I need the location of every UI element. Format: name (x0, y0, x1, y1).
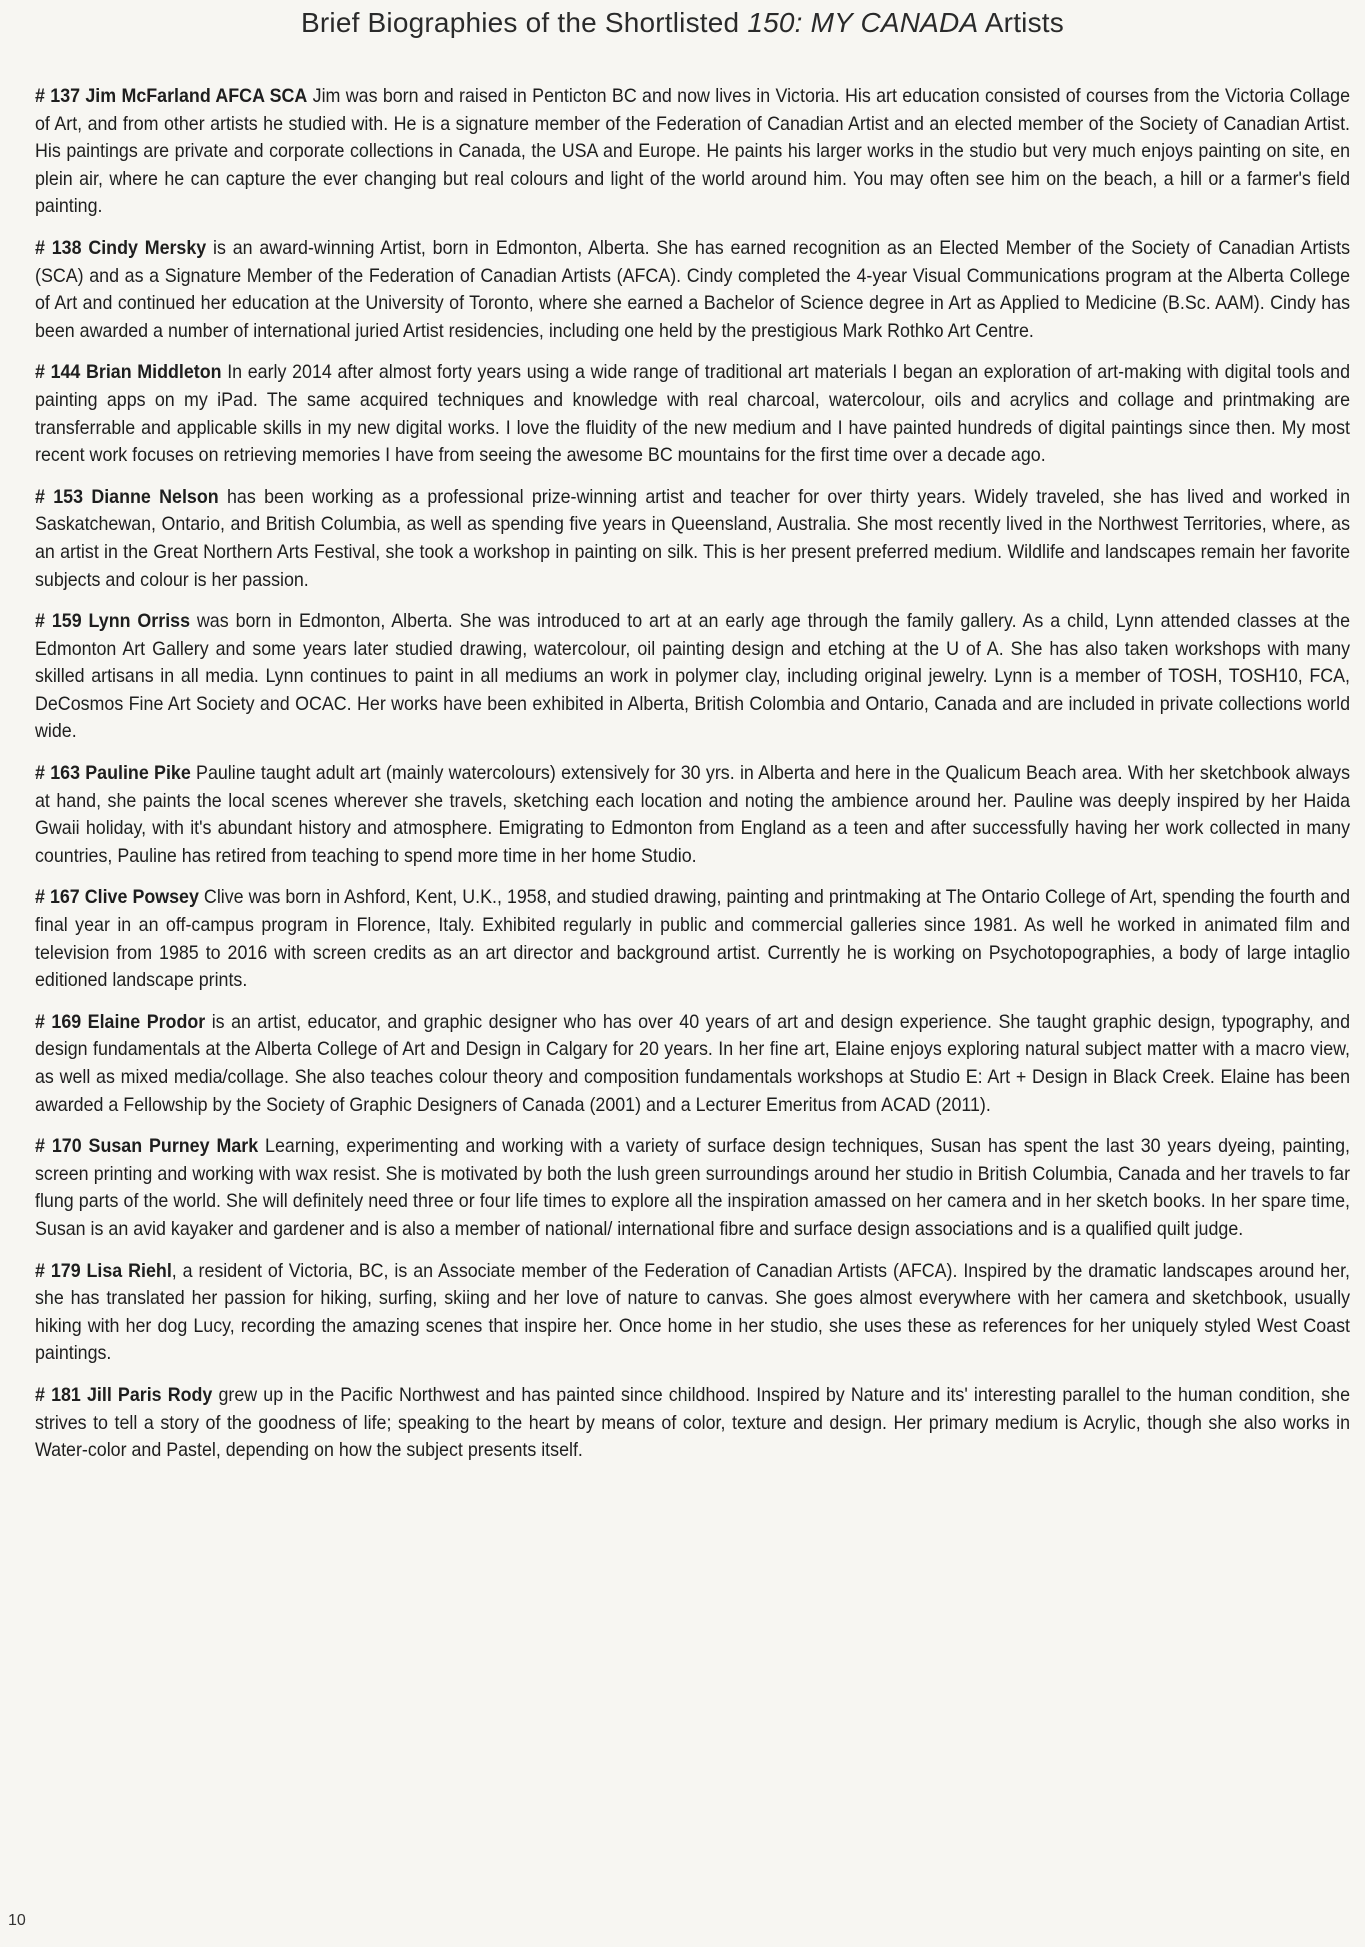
bio-text: Pauline taught adult art (mainly watercolours) extensively for 30 yrs. in Alberta and here in the Qualicum Beach area. With her sketchbook always at hand, she paints the local scenes wherever she travels, sketching each location and noting the ambience around her. Pauline was deeply inspired by her Haida Gwaii holiday, with it's abundant history and atmosphere. Emigrating to Edmonton from England as a teen and after successfully having her work collected in many countries, Pauline has retired from teaching to spend more time in her home Studio. (35, 763, 1351, 867)
bio-text: was born in Edmonton, Alberta. She was introduced to art at an early age through the family gallery. As a child, Lynn attended classes at the Edmonton Art Gallery and some years later studied drawing, watercolour, oil painting design and etching at the U of A. She has also taken workshops with many skilled artisans in all media. Lynn continues to paint in all mediums an work in polymer clay, including original jewelry. Lynn is a member of TOSH, TOSH10, FCA, DeCosmos Fine Art Society and OCAC. Her works have been exhibited in Alberta, British Colombia and Ontario, Canada and are included in private collections world wide. (35, 611, 1351, 743)
bio-entry-163 (35, 760, 1350, 870)
bio-text: Jim was born and raised in Penticton BC and now lives in Victoria. His art education consisted of courses from the Victoria Collage of Art, and from other artists he studied with. He is a signature member of the Federation of Canadian Artist and an elected member of the Society of Canadian Artist. His paintings are private and corporate collections in Canada, the USA and Europe. He paints his larger works in the studio but very much enjoys painting on site, en plein air, where he can capture the ever changing but real colours and light of the world around him. You may often see him on the beach, a hill or a farmer's field painting. (35, 86, 1351, 218)
bio-text: is an award-winning Artist, born in Edmonton, Alberta. She has earned recognition as an Elected Member of the Society of Canadian Artists (SCA) and as a Signature Member of the Federation of Canadian Artists (AFCA). Cindy completed the 4-year Visual Communications program at the Alberta College of Art and continued her education at the University of Toronto, where she earned a Bachelor of Science degree in Art as Applied to Medicine (B.Sc. AAM). Cindy has been awarded a number of international juried Artist residencies, including one held by the prestigious Mark Rothko Art Centre. (35, 237, 1351, 342)
bio-artist-name: # 153 Dianne Nelson (35, 486, 219, 508)
bio-artist-name: # 179 Lisa Riehl (35, 1260, 172, 1282)
bio-artist-name: # 138 Cindy Mersky (35, 237, 207, 259)
bio-entry-137 (35, 83, 1350, 221)
bio-text: is an artist, educator, and graphic designer who has over 40 years of art and design experience. She taught graphic design, typography, and design fundamentals at the Alberta College of Art and Design in Calgary for 20 years. In her fine art, Elaine enjoys exploring natural subject matter with a macro view, as well as mixed media/collage. She also teaches colour theory and composition fundamentals workshops at Studio E: Art + Design in Black Creek. Elaine has been awarded a Fellowship by the Society of Graphic Designers of Canada (2001) and a Lecturer Emeritus from ACAD (2011). (35, 1011, 1351, 1116)
bio-text: Learning, experimenting and working with a variety of surface design techniques, Susan has spent the last 30 years dyeing, painting, screen printing and working with wax resist. She is motivated by both the lush green surroundings around her studio in British Columbia, Canada and her travels to far flung parts of the world. She will definitely need three or four life times to explore all the inspiration amassed on her camera and in her sketch books. In her spare time, Susan is an avid kayaker and gardener and is also a member of national/ international fibre and surface design associations and is a qualified quilt judge. (35, 1136, 1351, 1240)
bio-artist-name: # 137 Jim McFarland AFCA SCA (35, 86, 308, 107)
bio-text: grew up in the Pacific Northwest and has painted since childhood. Inspired by Nature and its' interesting parallel to the human condition, she strives to tell a story of the goodness of life; speaking to the heart by means of color, texture and design. Her primary medium is Acrylic, though she also works in Water-color and Pastel, depending on how the subject presents itself. (35, 1384, 1351, 1462)
bio-artist-name: # 170 Susan Purney Mark (35, 1136, 259, 1158)
page-number: 10 (8, 1912, 26, 1929)
bio-entry-169 (35, 1009, 1350, 1119)
title-exhibition-name: 150: MY CANADA (747, 7, 979, 38)
biography-list (35, 83, 1350, 1479)
bio-entry-167 (35, 884, 1350, 994)
bio-entry-181 (35, 1382, 1350, 1465)
bio-entry-170 (35, 1133, 1350, 1243)
bio-entry-153 (35, 484, 1350, 594)
page-title (0, 7, 1365, 39)
bio-artist-name: # 181 Jill Paris Rody (35, 1384, 213, 1406)
bio-artist-name: # 169 Elaine Prodor (35, 1011, 206, 1033)
bio-artist-name: # 144 Brian Middleton (35, 362, 222, 384)
bio-entry-179 (35, 1258, 1350, 1368)
bio-text: has been working as a professional prize-winning artist and teacher for over thirty years. Widely traveled, she has lived and worked in Saskatchewan, Ontario, and British Columbia, as well as spending five years in Queensland, Australia. She most recently lived in the Northwest Territories, where, as an artist in the Great Northern Arts Festival, she took a workshop in painting on silk. This is her present preferred medium. Wildlife and landscapes remain her favorite subjects and colour is her passion. (35, 486, 1351, 591)
bio-text: In early 2014 after almost forty years using a wide range of traditional art materials I began an exploration of art-making with digital tools and painting apps on my iPad. The same acquired techniques and knowledge with real charcoal, watercolour, oils and acrylics and collage and printmaking are transferrable and applicable skills in my new digital works. I love the fluidity of the new medium and I have painted hundreds of digital paintings since then. My most recent work focuses on retrieving memories I have from seeing the awesome BC mountains for the first time over a decade ago. (35, 362, 1351, 467)
title-suffix: Artists (978, 7, 1064, 38)
bio-entry-159 (35, 608, 1350, 746)
bio-artist-name: # 167 Clive Powsey (35, 887, 199, 909)
bio-entry-138 (35, 235, 1350, 345)
title-prefix: Brief Biographies of the Shortlisted (301, 7, 748, 38)
bio-text: Clive was born in Ashford, Kent, U.K., 1958, and studied drawing, painting and printmaking at The Ontario College of Art, spending the fourth and final year in an off-campus program in Florence, Italy. Exhibited regularly in public and commercial galleries since 1981. As well he worked in animated film and television from 1985 to 2016 with screen credits as an art director and background artist. Currently he is working on Psychotopographies, a body of large intaglio editioned landscape prints. (35, 887, 1351, 992)
bio-artist-name: # 163 Pauline Pike (35, 763, 191, 785)
bio-text: , a resident of Victoria, BC, is an Associate member of the Federation of Canadian Artists (AFCA). Inspired by the dramatic landscapes around her, she has translated her passion for hiking, surfing, skiing and her love of nature to canvas. She goes almost everywhere with her camera and sketchbook, usually hiking with her dog Lucy, recording the amazing scenes that inspire her. Once home in her studio, she uses these as references for her uniquely styled West Coast paintings. (35, 1260, 1351, 1365)
bio-artist-name: # 159 Lynn Orriss (35, 611, 191, 633)
bio-entry-144 (35, 359, 1350, 469)
